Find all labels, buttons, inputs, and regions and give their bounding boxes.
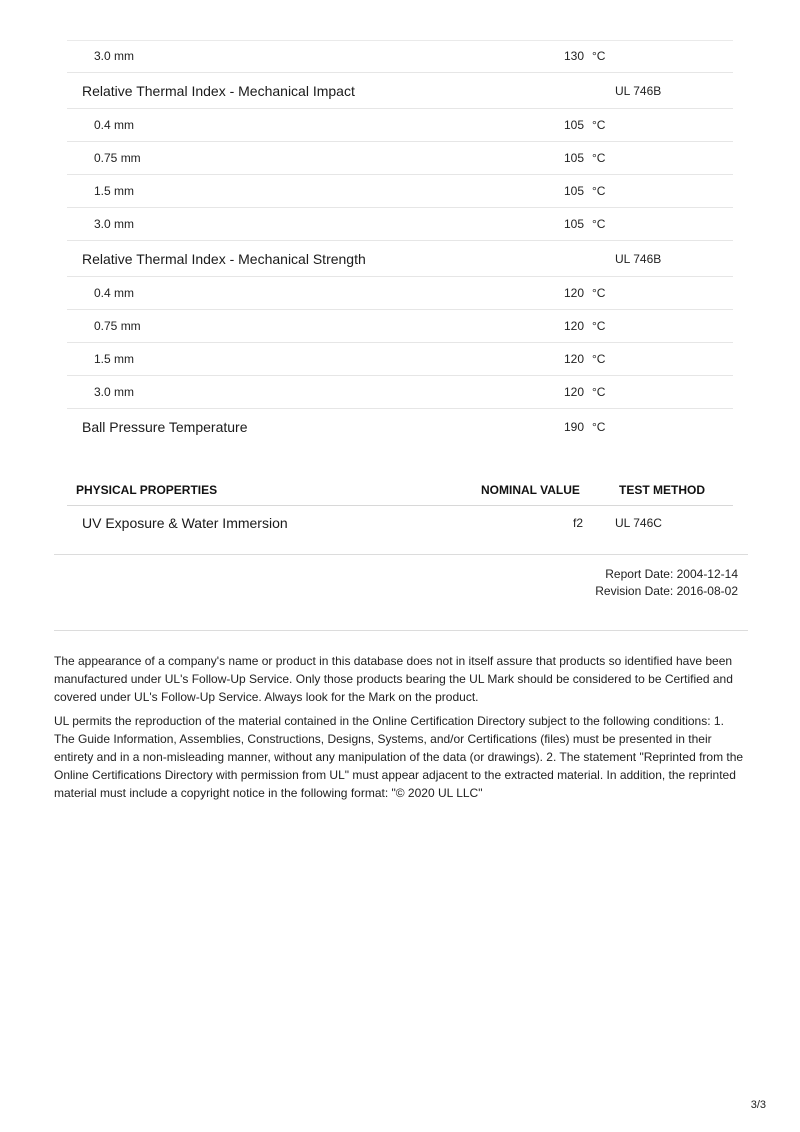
property-label: 3.0 mm: [94, 385, 135, 399]
table-row: [67, 343, 733, 376]
property-unit: °C: [592, 217, 606, 231]
property-value: 120: [563, 352, 584, 366]
page-number: 3/3: [750, 1099, 766, 1111]
property-value: f2: [573, 516, 584, 530]
property-unit: °C: [592, 385, 606, 399]
property-label: 0.4 mm: [94, 118, 135, 132]
property-label: Ball Pressure Temperature: [82, 419, 248, 435]
report-dates: [595, 566, 738, 600]
property-value: 105: [563, 118, 584, 132]
property-unit: °C: [592, 352, 606, 366]
table-row: [67, 208, 733, 241]
property-value: 105: [563, 184, 584, 198]
property-label: 0.75 mm: [94, 319, 141, 333]
thermal-properties-table: [67, 40, 733, 445]
property-label: Relative Thermal Index - Mechanical Strength: [82, 251, 366, 267]
property-label: 3.0 mm: [94, 217, 135, 231]
physical-properties-table: [67, 474, 733, 540]
property-unit: °C: [592, 420, 606, 434]
property-value: 105: [563, 217, 584, 231]
property-unit: °C: [592, 184, 606, 198]
property-label: 0.75 mm: [94, 151, 141, 165]
table-row: [67, 175, 733, 208]
table-row: [67, 376, 733, 409]
property-value: 120: [563, 286, 584, 300]
property-value: 120: [563, 319, 584, 333]
table-row: [67, 409, 733, 445]
follow-up-service-notice: The appearance of a company's name or product in this database does not in itself assure that products so identified have been manufactured under UL's Follow-Up Service. Only those products bearing the UL Mark should be considered to be Certified and covered under UL's Follow-Up Service. Always look for the Mark on the product.: [54, 654, 733, 704]
table-row: [67, 277, 733, 310]
section-divider: [54, 554, 748, 555]
property-unit: °C: [592, 118, 606, 132]
property-value: 120: [563, 385, 584, 399]
property-test-method: UL 746B: [615, 252, 662, 266]
property-label: 0.4 mm: [94, 286, 135, 300]
property-test-method: UL 746B: [615, 84, 662, 98]
revision-date: Revision Date: 2016-08-02: [595, 584, 738, 598]
property-value: 105: [563, 151, 584, 165]
test-method-column-header: TEST METHOD: [619, 483, 705, 497]
table-row: [67, 73, 733, 109]
property-label: 1.5 mm: [94, 352, 135, 366]
report-date: Report Date: 2004-12-14: [605, 567, 738, 581]
table-row: [67, 109, 733, 142]
property-label: 1.5 mm: [94, 184, 135, 198]
section-divider: [54, 630, 748, 631]
property-unit: °C: [592, 319, 606, 333]
nominal-value-column-header: NOMINAL VALUE: [481, 483, 580, 497]
property-test-method: UL 746C: [615, 516, 662, 530]
table-row: [67, 241, 733, 277]
property-label: Relative Thermal Index - Mechanical Impact: [82, 83, 355, 99]
physical-properties-heading: PHYSICAL PROPERTIES: [76, 483, 218, 497]
table-row: [67, 40, 733, 73]
physical-properties-header: [67, 474, 733, 506]
property-label: UV Exposure & Water Immersion: [82, 515, 288, 531]
table-row: [67, 310, 733, 343]
property-value: 130: [563, 49, 584, 63]
table-row: [67, 506, 733, 540]
property-unit: °C: [592, 286, 606, 300]
property-value: 190: [563, 420, 584, 434]
reproduction-conditions-notice: UL permits the reproduction of the material contained in the Online Certification Directory subject to the following conditions: 1. The Guide Information, Assemblies, Constructions, Designs, Systems, and/or Certifications (files) must be presented in their entirety and in a non-misleading manner, without any manipulation of the data (or drawings). 2. The statement "Reprinted from the Online Certifications Directory with permission from UL" must appear adjacent to the extracted material. In addition, the reprinted material must include a copyright notice in the following format: "© 2020 UL LLC": [54, 714, 744, 800]
property-unit: °C: [592, 151, 606, 165]
property-label: 3.0 mm: [94, 49, 135, 63]
table-row: [67, 142, 733, 175]
property-unit: °C: [592, 49, 606, 63]
